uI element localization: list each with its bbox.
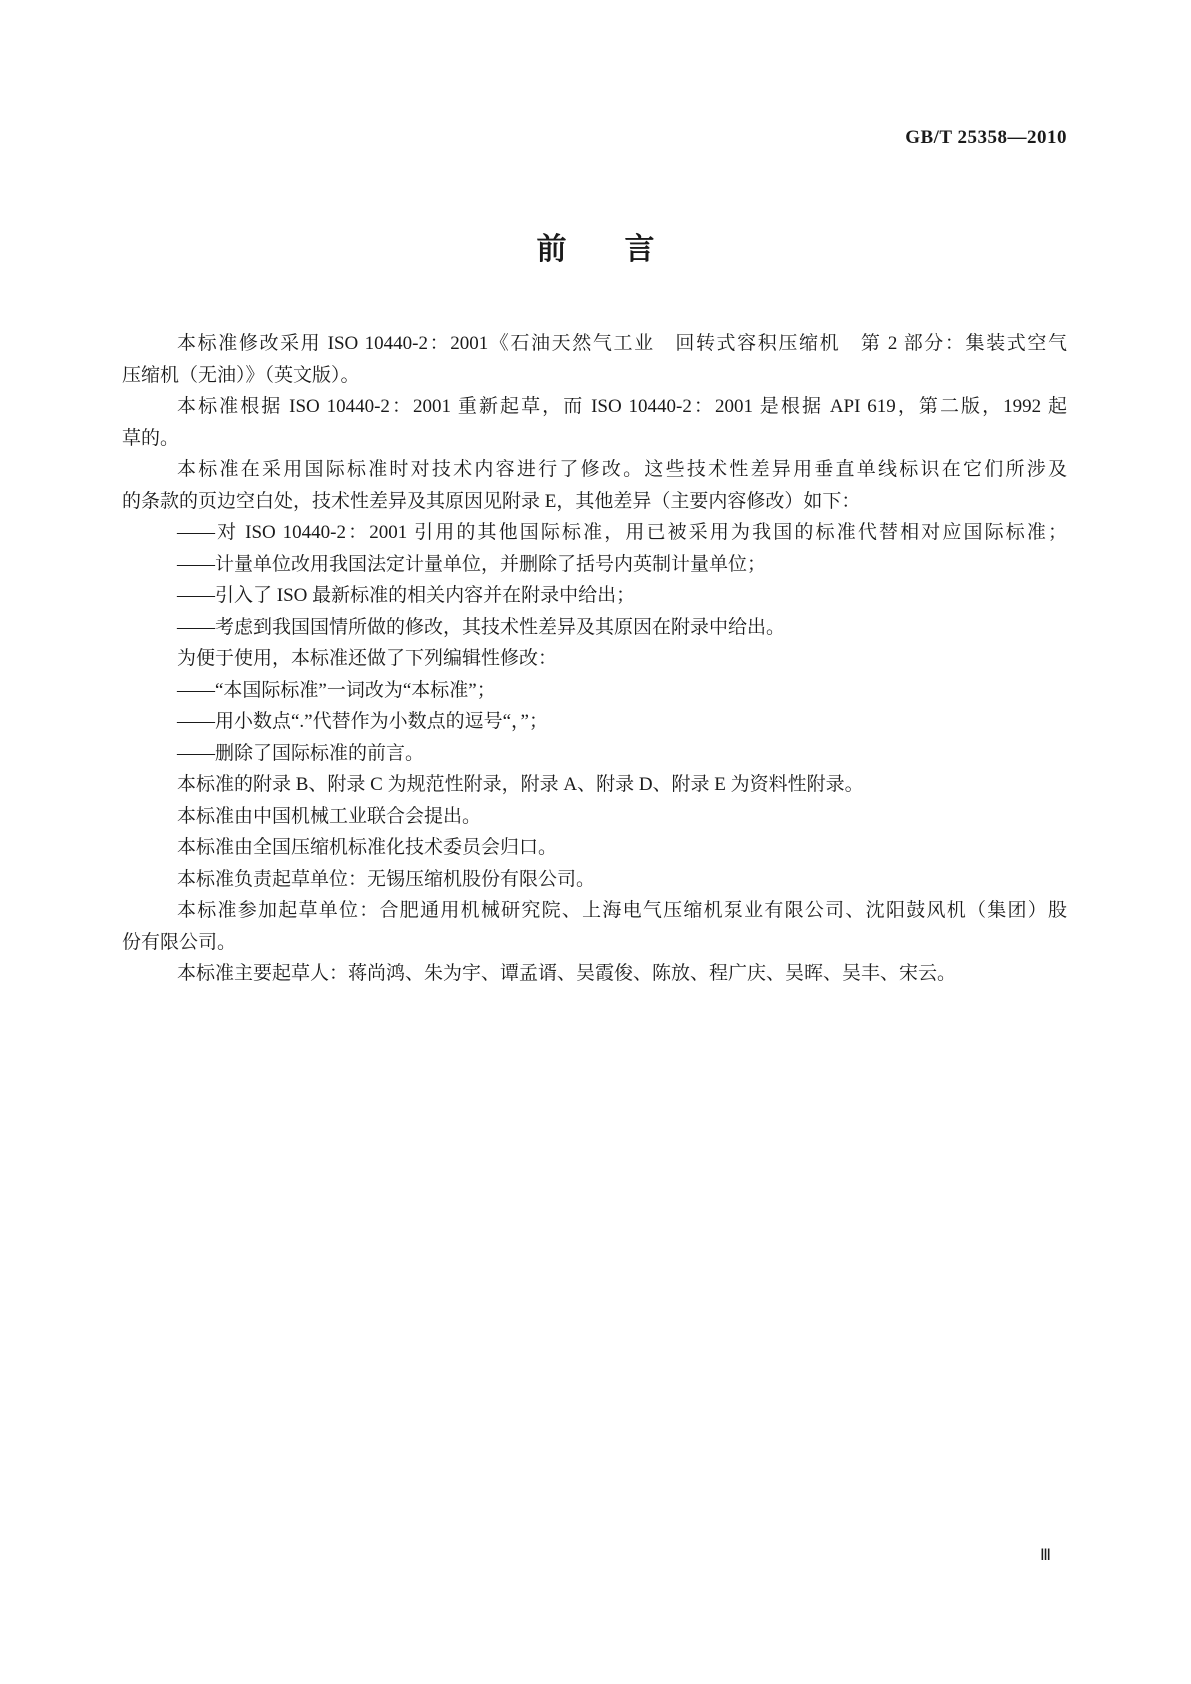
principal-drafters-statement — [122, 958, 1067, 990]
jurisdiction-statement — [122, 832, 1067, 864]
annex-statement — [122, 769, 1067, 801]
foreword-body — [122, 328, 1067, 990]
paragraph-line: 本标准由中国机械工业联合会提出。 — [177, 805, 482, 827]
list-item: ——删除了国际标准的前言。 — [177, 742, 425, 764]
drafting-basis — [122, 391, 1067, 454]
list-item: ——对 ISO 10440-2：2001 引用的其他国际标准，用已被采用为我国的标准代替相对应国际标准； — [177, 522, 1067, 543]
editorial-statement — [122, 643, 1067, 675]
modification-statement — [122, 454, 1067, 517]
paragraph-line: 本标准根据 ISO 10440-2：2001 重新起草，而 ISO 10440-2：2001 是根据 API 619，第二版，1992 起 — [177, 396, 1067, 417]
paragraph-line: 本标准主要起草人：蒋尚鸿、朱为宇、谭孟谞、吴霞俊、陈放、程广庆、吴晖、吴丰、宋云。 — [177, 963, 957, 984]
paragraph-line: 的条款的页边空白处，技术性差异及其原因见附录 E，其他差异（主要内容修改）如下： — [122, 490, 861, 512]
list-item: ——引入了 ISO 最新标准的相关内容并在附录中给出； — [177, 585, 636, 606]
standard-number: GB/T 25358—2010 — [905, 127, 1067, 148]
proposer-statement — [122, 801, 1067, 833]
paragraph-line: 本标准的附录 B、附录 C 为规范性附录，附录 A、附录 D、附录 E 为资料性附录。 — [177, 774, 864, 795]
list-item: ——计量单位改用我国法定计量单位，并删除了括号内英制计量单位； — [177, 553, 767, 575]
technical-modification-item — [122, 517, 1067, 549]
paragraph-line: 份有限公司。 — [122, 931, 237, 953]
technical-modification-item — [122, 549, 1067, 581]
editorial-modification-item — [122, 738, 1067, 770]
list-item: ——用小数点“.”代替作为小数点的逗号“，”； — [177, 711, 548, 732]
paragraph-line: 本标准由全国压缩机标准化技术委员会归口。 — [177, 837, 558, 858]
editorial-modification-item — [122, 706, 1067, 738]
paragraph-line: 压缩机（无油）》（英文版）。 — [122, 364, 360, 386]
paragraph-line: 草的。 — [122, 427, 180, 449]
list-item: ——考虑到我国国情所做的修改，其技术性差异及其原因在附录中给出。 — [177, 616, 786, 638]
list-item: ——“本国际标准”一词改为“本标准”； — [177, 679, 496, 701]
page-number: Ⅲ — [1040, 1547, 1052, 1564]
paragraph-line: 本标准在采用国际标准时对技术内容进行了修改。这些技术性差异用垂直单线标识在它们所涉及 — [177, 459, 1067, 480]
paragraph-line: 本标准参加起草单位：合肥通用机械研究院、上海电气压缩机泵业有限公司、沈阳鼓风机（集团）股 — [177, 900, 1067, 921]
page-title: 前言 — [536, 232, 713, 267]
responsible-drafter-statement — [122, 864, 1067, 896]
paragraph-line: 本标准修改采用 ISO 10440-2：2001《石油天然气工业 回转式容积压缩机 第 2 部分：集装式空气 — [177, 333, 1067, 354]
paragraph-line: 为便于使用，本标准还做了下列编辑性修改： — [177, 648, 558, 669]
adoption-statement — [122, 328, 1067, 391]
editorial-modification-item — [122, 675, 1067, 707]
paragraph-line: 本标准负责起草单位：无锡压缩机股份有限公司。 — [177, 868, 596, 890]
technical-modification-item — [122, 612, 1067, 644]
technical-modification-item — [122, 580, 1067, 612]
participating-drafters-statement — [122, 895, 1067, 958]
